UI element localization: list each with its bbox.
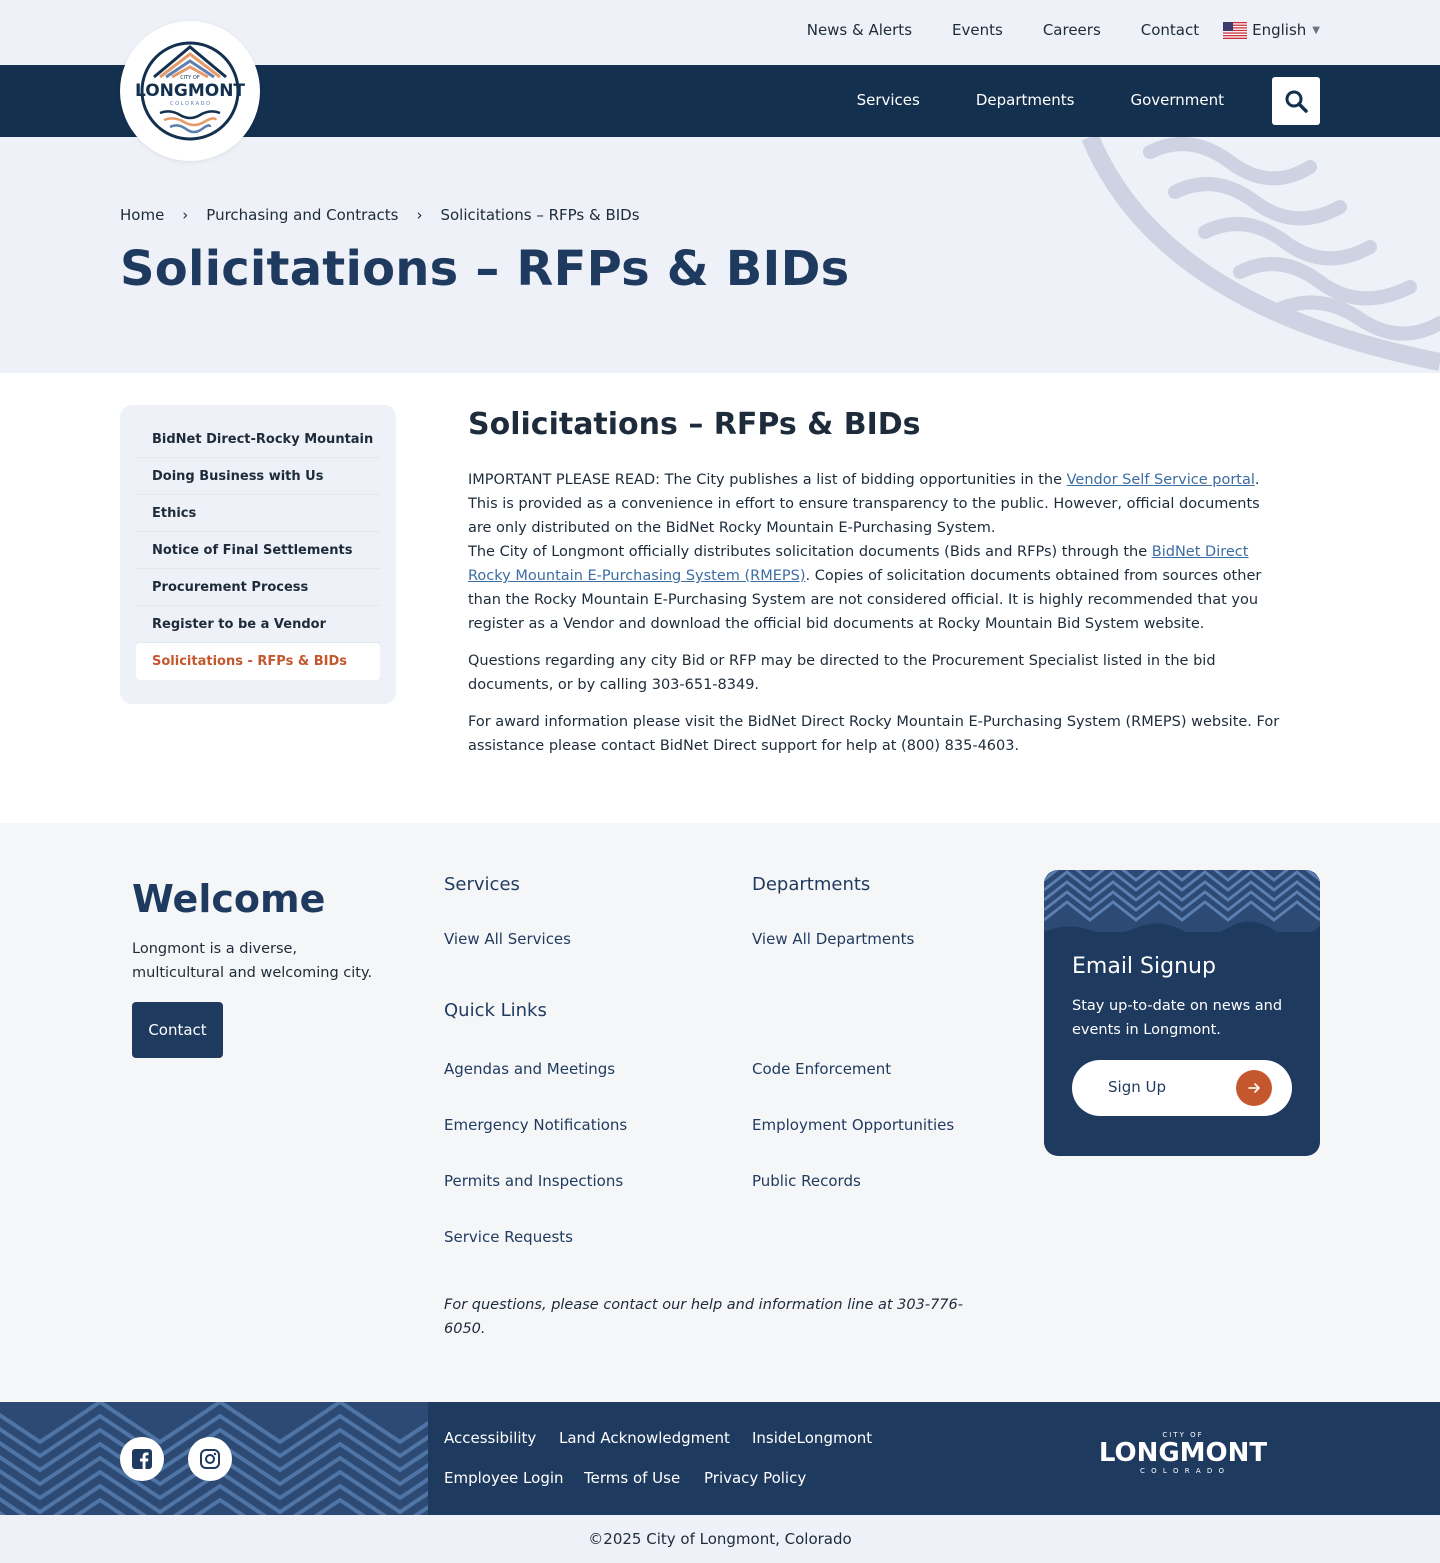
longmont-seal-icon xyxy=(120,21,260,161)
email-signup-text: Stay up-to-date on news and events in Longmont. xyxy=(1072,998,1283,1038)
svg-text:C O L O R A D O: C O L O R A D O xyxy=(170,101,210,107)
decorative-seal-pattern xyxy=(1080,137,1440,373)
footer-services-heading: Services xyxy=(444,874,520,895)
help-line-text: For questions, please contact our help and information line at 303-776-6050. xyxy=(444,1297,963,1337)
sidebar-item-ethics[interactable]: Ethics xyxy=(136,495,380,532)
nav-departments[interactable]: Departments xyxy=(975,91,1075,109)
content-paragraph-1 xyxy=(468,468,1280,540)
content-heading: Solicitations – RFPs & BIDs xyxy=(468,407,921,442)
terms-of-use-link[interactable]: Terms of Use xyxy=(584,1469,681,1487)
arrow-right-icon xyxy=(1236,1070,1272,1106)
city-logo[interactable] xyxy=(120,21,260,161)
utility-link-news-alerts[interactable]: News & Alerts xyxy=(806,21,913,39)
privacy-policy-link[interactable]: Privacy Policy xyxy=(704,1469,807,1487)
inside-longmont-link[interactable]: InsideLongmont xyxy=(752,1429,873,1447)
breadcrumb-home[interactable]: Home xyxy=(120,206,165,224)
search-button[interactable] xyxy=(1272,77,1320,125)
nav-government[interactable]: Government xyxy=(1130,91,1224,109)
quick-link-employment[interactable]: Employment Opportunities xyxy=(752,1116,955,1134)
language-label: English xyxy=(1252,21,1307,39)
search-icon xyxy=(1284,89,1308,113)
sign-up-label: Sign Up xyxy=(1108,1078,1166,1096)
email-signup-title: Email Signup xyxy=(1072,954,1216,979)
content-paragraph-3: Questions regarding any city Bid or RFP may be directed to the Procurement Specialist listed in the bid documents, or by calling 303-651-8349. xyxy=(468,653,1216,693)
view-all-services-link[interactable]: View All Services xyxy=(444,930,571,948)
utility-link-contact[interactable]: Contact xyxy=(1140,21,1200,39)
p2-text: The City of Longmont officially distributes solicitation documents (Bids and RFPs) through the xyxy=(468,544,1152,560)
p1-tail: . This is provided as a convenience in effort to ensure transparency to the public. However, official documents are only distributed on the BidNet Rocky Mountain E-Purchasing System. xyxy=(468,472,1260,536)
sidebar xyxy=(120,405,396,704)
welcome-text: Longmont is a diverse, multicultural and welcoming city. xyxy=(132,941,373,981)
breadcrumb-current: Solicitations – RFPs & BIDs xyxy=(440,206,640,224)
quick-link-agendas[interactable]: Agendas and Meetings xyxy=(444,1060,616,1078)
svg-text:LONGMONT: LONGMONT xyxy=(134,81,246,101)
p2-tail: . Copies of solicitation documents obtained from sources other than the Rocky Mountain E-Purchasing System are not considered official. It is highly recommended that you register as a Vendor and download the official bid documents at Rocky Mountain Bid System website. xyxy=(468,568,1262,632)
page-title: Solicitations – RFPs & BIDs xyxy=(120,241,850,297)
quick-link-permits[interactable]: Permits and Inspections xyxy=(444,1172,624,1190)
utility-link-events[interactable]: Events xyxy=(952,21,1003,39)
main-content xyxy=(468,407,1280,758)
accessibility-link[interactable]: Accessibility xyxy=(444,1429,537,1447)
main-nav xyxy=(801,91,1224,109)
breadcrumb-purchasing[interactable]: Purchasing and Contracts xyxy=(206,206,399,224)
footer-departments-heading: Departments xyxy=(752,874,871,895)
utility-nav xyxy=(767,21,1320,39)
vendor-self-service-link[interactable]: Vendor Self Service portal xyxy=(1066,472,1255,488)
svg-text:CITY OF: CITY OF xyxy=(1162,1431,1204,1439)
language-selector[interactable] xyxy=(1223,21,1320,39)
sign-up-button[interactable] xyxy=(1072,1060,1292,1116)
bidnet-rmeps-link[interactable]: BidNet Direct Rocky Mountain E-Purchasing System (RMEPS) xyxy=(468,544,1249,584)
instagram-link[interactable] xyxy=(188,1437,232,1481)
utility-link-careers[interactable]: Careers xyxy=(1042,21,1101,39)
sidebar-item-register-vendor[interactable]: Register to be a Vendor xyxy=(136,606,380,643)
chevron-right-icon: › xyxy=(416,206,423,224)
footer xyxy=(0,823,1440,1402)
footer-contact-button[interactable]: Contact xyxy=(132,1002,223,1058)
quick-link-emergency[interactable]: Emergency Notifications xyxy=(444,1116,628,1134)
us-flag-icon xyxy=(1223,22,1247,39)
important-lead: IMPORTANT PLEASE READ: xyxy=(468,472,661,488)
longmont-wordmark-logo xyxy=(1098,1430,1268,1476)
page-hero xyxy=(0,137,1440,373)
sidebar-item-procurement[interactable]: Procurement Process xyxy=(136,569,380,606)
copyright: ©2025 City of Longmont, Colorado xyxy=(0,1515,1440,1563)
chevron-right-icon: › xyxy=(182,206,189,224)
welcome-title: Welcome xyxy=(132,877,326,921)
zigzag-pattern xyxy=(1044,870,1320,932)
bottom-bar xyxy=(0,1402,1440,1515)
facebook-icon xyxy=(131,1448,153,1470)
email-signup-card xyxy=(1044,870,1320,1156)
sidebar-item-doing-business[interactable]: Doing Business with Us xyxy=(136,458,380,495)
quick-link-service-requests[interactable]: Service Requests xyxy=(444,1228,573,1246)
nav-services[interactable]: Services xyxy=(856,91,920,109)
sidebar-item-solicitations[interactable]: Solicitations - RFPs & BIDs xyxy=(136,643,380,680)
p1-text: The City publishes a list of bidding opportunities in the xyxy=(660,472,1067,488)
facebook-link[interactable] xyxy=(120,1437,164,1481)
breadcrumb xyxy=(120,206,640,224)
caret-down-icon: ▼ xyxy=(1312,24,1320,36)
content-paragraph-2 xyxy=(468,540,1280,636)
svg-text:CITY OF: CITY OF xyxy=(180,75,200,81)
quick-link-code-enforcement[interactable]: Code Enforcement xyxy=(752,1060,892,1078)
quick-links-heading: Quick Links xyxy=(444,1000,547,1021)
svg-text:LONGMONT: LONGMONT xyxy=(1098,1438,1268,1468)
sidebar-item-bidnet[interactable]: BidNet Direct-Rocky Mountain xyxy=(136,421,380,458)
content-paragraph-4: For award information please visit the BidNet Direct Rocky Mountain E-Purchasing System (RMEPS) website. For assistance please contact BidNet Direct support for help at (800) 835-4603. xyxy=(468,714,1280,754)
quick-link-public-records[interactable]: Public Records xyxy=(752,1172,861,1190)
sidebar-item-final-settlements[interactable]: Notice of Final Settlements xyxy=(136,532,380,569)
employee-login-link[interactable]: Employee Login xyxy=(444,1469,564,1487)
land-acknowledgment-link[interactable]: Land Acknowledgment xyxy=(559,1429,730,1447)
view-all-departments-link[interactable]: View All Departments xyxy=(752,930,915,948)
instagram-icon xyxy=(199,1448,221,1470)
svg-text:C O L O R A D O: C O L O R A D O xyxy=(1140,1467,1226,1475)
